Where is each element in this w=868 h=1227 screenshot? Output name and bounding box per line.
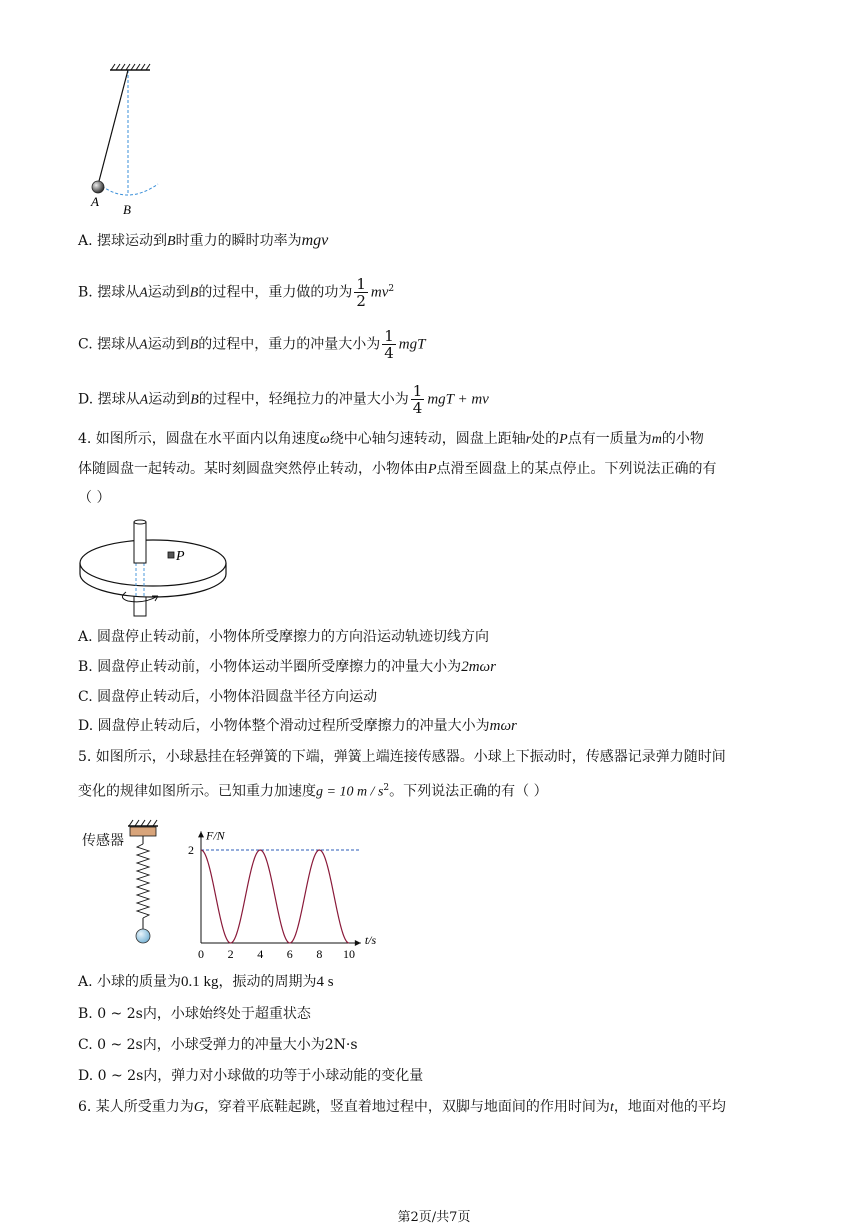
q3-option-b: B. 摆球从A运动到B的过程中，重力做的功为 $\frac{1}{2}$ $mv^2$ [78,275,395,310]
axle-top [134,522,146,563]
q5-stem-line1: 5. 如图所示，小球悬挂在轻弹簧的下端，弹簧上端连接传感器。小球上下振动时，传感器记录弹力随时间 [78,749,726,765]
q4-stem-line2: 体随圆盘一起转动。某时刻圆盘突然停止转动，小物体由P点滑至圆盘上的某点停止。下列说法正确的有 [78,461,717,477]
q5-option-d: D. 0 ~ 2s内，弹力对小球做的功等于小球动能的变化量 [78,1068,424,1084]
fraction-half: $\frac{1}{2}$ [356,275,366,310]
series-curve [201,850,349,943]
q4-option-a: A. 圆盘停止转动前，小物体所受摩擦力的方向沿运动轨迹切线方向 [78,629,490,645]
q3-option-a: A. 摆球运动到B时重力的瞬时功率为mgv [78,232,329,249]
fraction-quarter: $\frac{1}{4}$ [384,327,394,362]
y-tick-label: 2 [188,843,194,857]
x-tick-label: 8 [316,947,323,960]
q5-option-a: A. 小球的质量为0.1 kg，振动的周期为4 s [78,974,334,990]
sensor-box [130,827,156,836]
spring-figure [118,818,168,948]
label-b: B [123,202,131,217]
pendulum-string [98,70,128,185]
disk-figure [78,516,228,620]
x-axis-label: t/s [364,933,377,947]
small-object [168,552,174,558]
ceiling-hatch [129,820,157,826]
page-footer: 第2页/共7页 [397,1210,471,1225]
x-axis-arrow-icon [355,940,361,946]
pendulum-figure [80,62,180,222]
disk-label-p: P [176,549,185,564]
x-tick-label: 2 [227,947,234,960]
q3-option-d: D. 摆球从A运动到B的过程中，轻绳拉力的冲量大小为 $\frac{1}{4}$ mgT + mv [78,382,489,417]
q4-option-b: B. 圆盘停止转动前，小物体运动半圈所受摩擦力的冲量大小为2mωr [78,659,496,675]
spring-coil [137,844,149,918]
x-tick-label: 4 [257,947,264,960]
q3-option-c: C. 摆球从A运动到B的过程中，重力的冲量大小为 $\frac{1}{4}$ mgT [78,327,426,362]
swing-arc [102,184,158,195]
q5-option-b: B. 0 ~ 2s内，小球始终处于超重状态 [78,1006,311,1022]
label-a: A [91,194,99,209]
q5-option-c: C. 0 ~ 2s内，小球受弹力的冲量大小为2N·s [78,1037,358,1053]
sensor-label: 传感器 [82,833,124,849]
x-tick-label: 10 [343,947,355,960]
q4-option-c: C. 圆盘停止转动后，小物体沿圆盘半径方向运动 [78,689,378,705]
pendulum-ball [92,181,104,193]
y-axis-arrow-icon [198,831,204,837]
q6-stem-line1: 6. 某人所受重力为G，穿着平底鞋起跳，竖直着地过程中，双脚与地面间的作用时间为t，地面对他的平均 [78,1099,726,1115]
y-axis-label: F/N [206,828,225,843]
force-time-chart [180,810,410,960]
q4-option-d: D. 圆盘停止转动后，小物体整个滑动过程所受摩擦力的冲量大小为mωr [78,718,517,734]
x-tick-label: 6 [286,947,293,960]
q4-answer-paren: （ ） [78,490,111,506]
axle-cap [134,520,146,524]
ceiling-hatch [111,64,150,70]
spring-ball [136,929,150,943]
q5-stem-line2: 变化的规律如图所示。已知重力加速度g = 10 m / $s^2$。下列说法正确的有（ ） [78,783,548,800]
x-tick-label: 0 [198,947,204,960]
fraction-quarter: $\frac{1}{4}$ [412,382,423,417]
q4-stem-line1: 4. 如图所示，圆盘在水平面内以角速度ω绕中心轴匀速转动，圆盘上距轴r处的P点有一质量为m的小物 [78,431,704,447]
disk-top [80,540,226,586]
